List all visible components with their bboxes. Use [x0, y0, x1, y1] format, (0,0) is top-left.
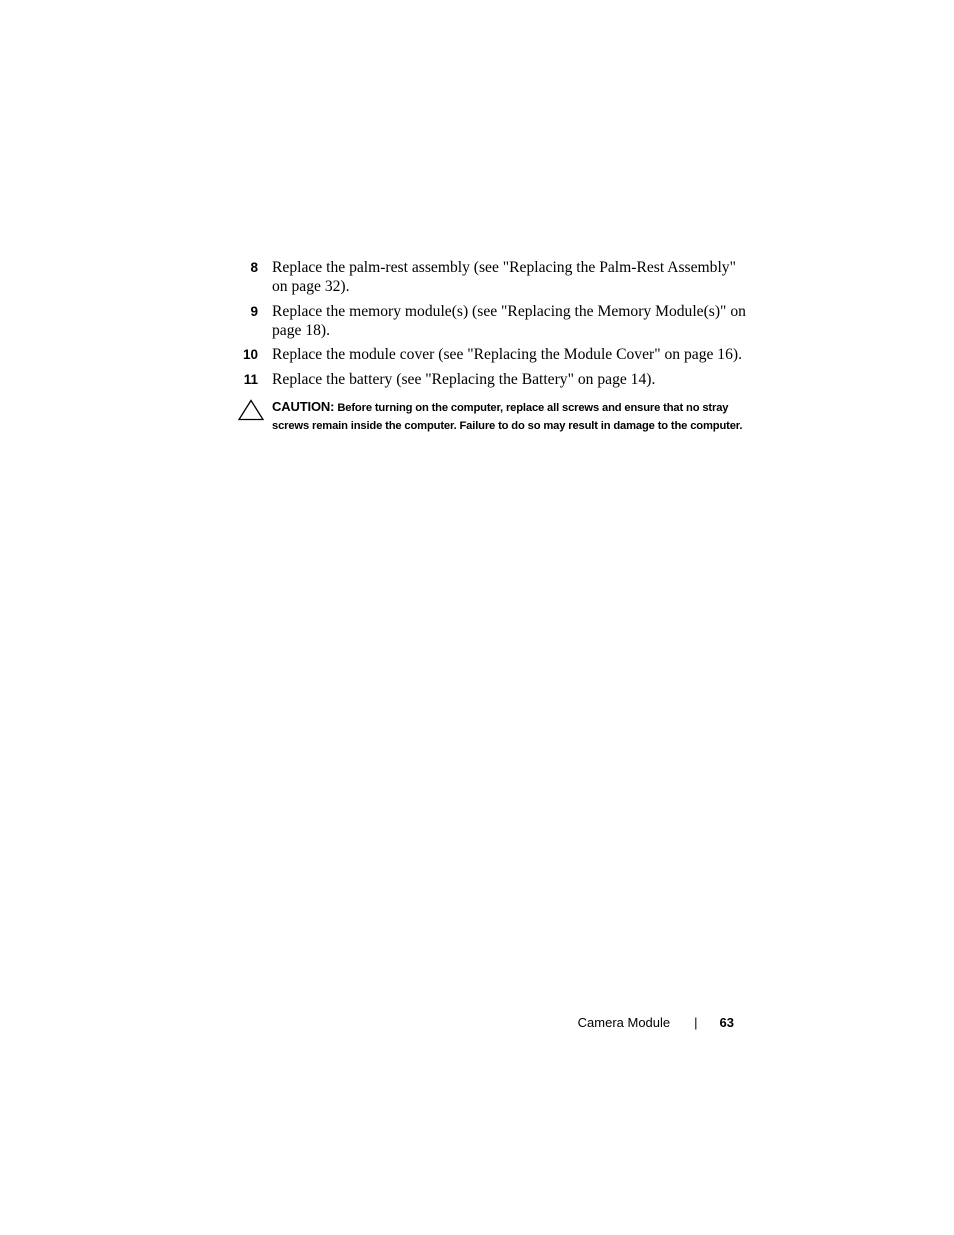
warning-triangle-icon	[238, 399, 264, 421]
step-number: 9	[250, 303, 258, 319]
step-number: 8	[250, 260, 258, 275]
replacement-steps-list	[236, 258, 746, 394]
step-text: Replace the module cover (see "Replacing the Module Cover" on page 16).	[272, 346, 742, 363]
page-footer	[578, 1014, 734, 1032]
step-number: 10	[242, 347, 258, 362]
step-item	[236, 345, 746, 364]
step-item	[236, 370, 746, 389]
page-number: 63	[719, 1015, 734, 1030]
caution-notice	[238, 398, 743, 435]
caution-message: Before turning on the computer, replace all screws and ensure that no stray screws remain inside the computer. Failure to do so may result in damage to the computer.	[272, 402, 743, 432]
step-item	[236, 302, 746, 340]
step-text: Replace the memory module(s) (see "Replacing the Memory Module(s)" on page 18).	[272, 302, 746, 339]
footer-separator: |	[694, 1015, 698, 1030]
step-text: Replace the palm-rest assembly (see "Replacing the Palm-Rest Assembly" on page 32).	[272, 259, 736, 295]
step-item	[236, 258, 746, 296]
step-text: Replace the battery (see "Replacing the Battery" on page 14).	[272, 370, 656, 388]
footer-section-title: Camera Module	[577, 1015, 671, 1030]
caution-label: CAUTION:	[272, 399, 335, 414]
step-number: 11	[243, 371, 258, 387]
caution-body	[272, 398, 743, 435]
